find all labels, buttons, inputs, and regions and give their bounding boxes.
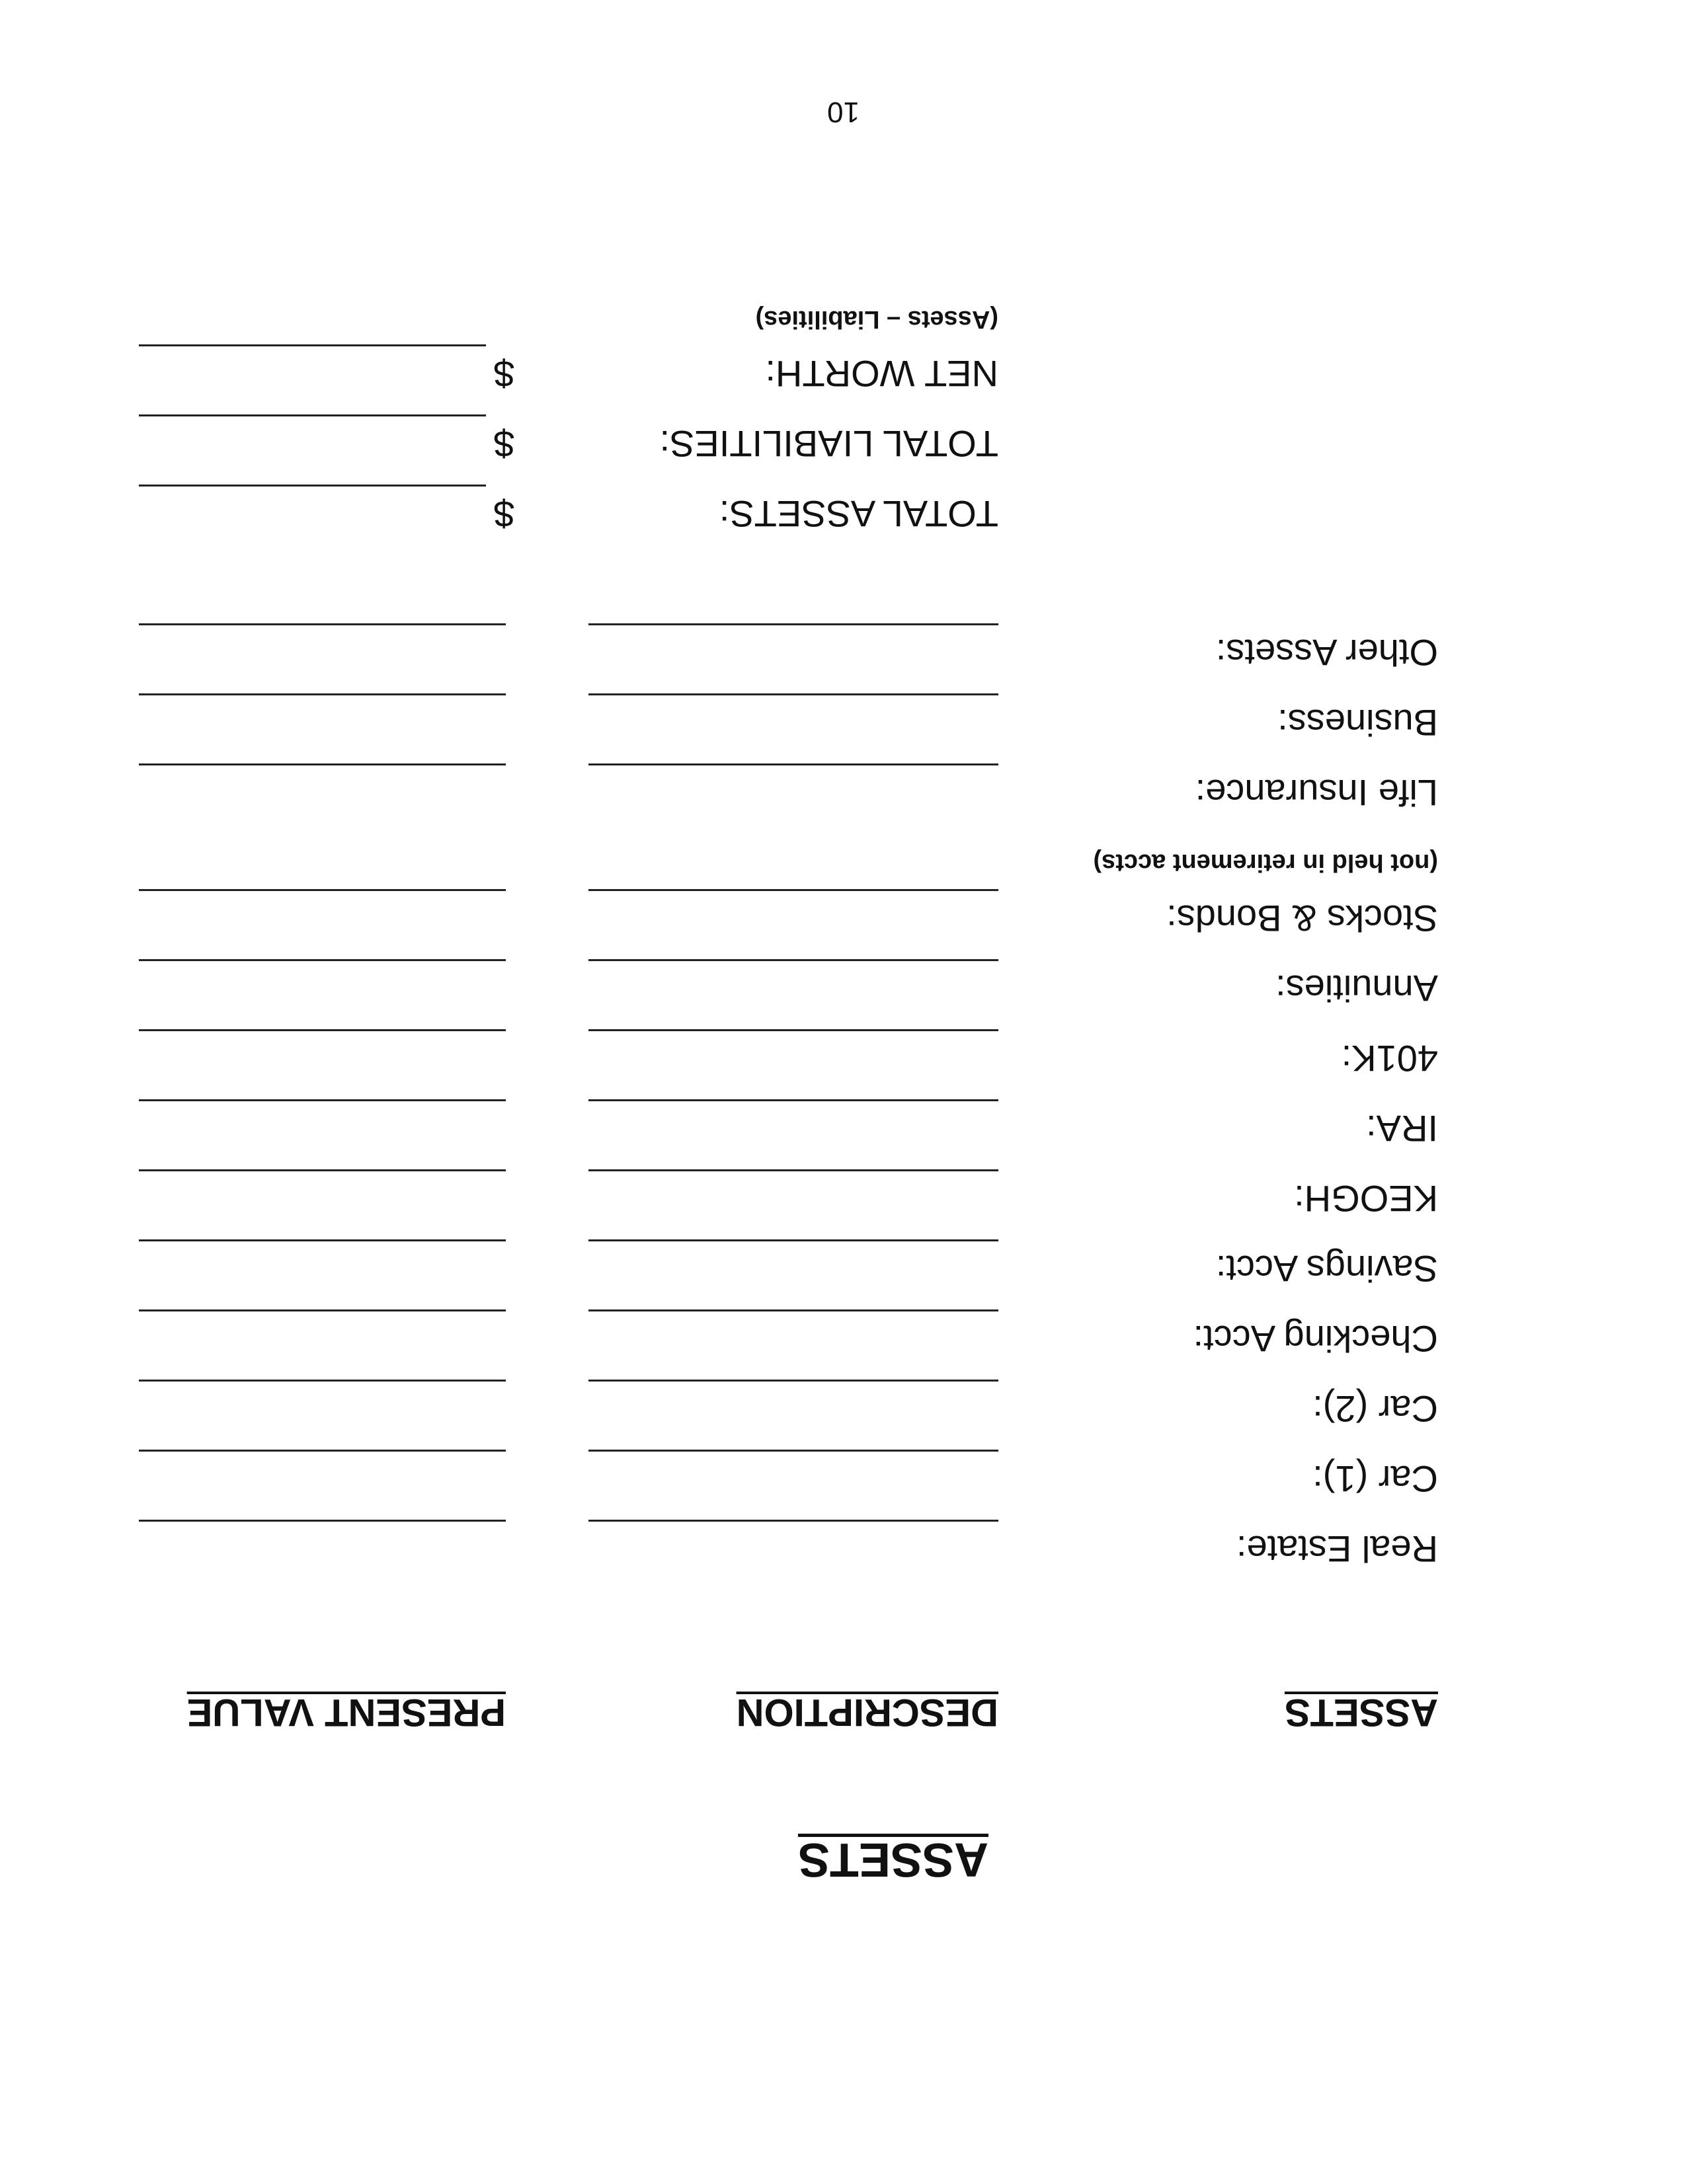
net-worth-label: NET WORTH:	[765, 353, 998, 395]
value-field-life-insurance[interactable]	[139, 763, 506, 765]
description-field-401k[interactable]	[588, 1029, 998, 1031]
row-label-car-2: Car (2):	[1312, 1388, 1438, 1430]
total-assets-currency: $	[493, 493, 514, 535]
net-worth-currency: $	[493, 353, 514, 395]
row-label-savings-acct: Savings Acct:	[1215, 1248, 1438, 1290]
total-liabilities-label: TOTAL LIABILITIES:	[659, 423, 998, 465]
column-header-present-value: PRESENT VALUE	[186, 1691, 506, 1734]
description-field-annuities[interactable]	[588, 959, 998, 961]
row-label-annuities: Annuities:	[1275, 968, 1438, 1009]
row-label-keogh: KEOGH:	[1294, 1178, 1438, 1220]
value-field-stocks-bonds[interactable]	[139, 889, 506, 891]
description-field-car-1[interactable]	[588, 1450, 998, 1452]
value-field-checking-acct[interactable]	[139, 1309, 506, 1311]
value-field-other-assets[interactable]	[139, 623, 506, 625]
value-field-real-estate[interactable]	[139, 1520, 506, 1522]
value-field-car-2[interactable]	[139, 1380, 506, 1382]
total-liabilities-field[interactable]	[139, 414, 486, 416]
page-number: 10	[827, 96, 860, 128]
row-label-other-assets: Other Assets:	[1215, 632, 1438, 674]
description-field-business[interactable]	[588, 693, 998, 695]
value-field-savings-acct[interactable]	[139, 1239, 506, 1241]
net-worth-field[interactable]	[139, 344, 486, 346]
description-field-car-2[interactable]	[588, 1380, 998, 1382]
row-label-stocks-bonds: Stocks & Bonds:	[1166, 898, 1438, 939]
description-field-stocks-bonds[interactable]	[588, 889, 998, 891]
description-field-ira[interactable]	[588, 1099, 998, 1101]
description-field-keogh[interactable]	[588, 1169, 998, 1171]
description-field-checking-acct[interactable]	[588, 1309, 998, 1311]
row-label-car-1: Car (1):	[1312, 1458, 1438, 1500]
page-title: ASSETS	[797, 1833, 988, 1886]
row-label-business: Business:	[1277, 702, 1438, 744]
description-field-life-insurance[interactable]	[588, 763, 998, 765]
row-label-real-estate: Real Estate:	[1236, 1528, 1438, 1570]
row-label-life-insurance: Life Insurance:	[1195, 772, 1438, 814]
description-field-other-assets[interactable]	[588, 623, 998, 625]
net-worth-note: (Assets – Liabilities)	[755, 305, 998, 333]
value-field-keogh[interactable]	[139, 1169, 506, 1171]
value-field-car-1[interactable]	[139, 1450, 506, 1452]
description-field-savings-acct[interactable]	[588, 1239, 998, 1241]
value-field-business[interactable]	[139, 693, 506, 695]
total-liabilities-currency: $	[493, 423, 514, 465]
description-field-real-estate[interactable]	[588, 1520, 998, 1522]
value-field-ira[interactable]	[139, 1099, 506, 1101]
total-assets-label: TOTAL ASSETS:	[719, 493, 998, 535]
row-label-ira: IRA:	[1366, 1108, 1438, 1150]
row-label-checking-acct: Checking Acct:	[1193, 1318, 1438, 1360]
row-label-401k: 401K:	[1341, 1038, 1438, 1079]
column-header-assets: ASSETS	[1284, 1691, 1438, 1734]
column-header-description: DESCRIPTION	[736, 1691, 998, 1734]
value-field-401k[interactable]	[139, 1029, 506, 1031]
total-assets-field[interactable]	[139, 485, 486, 487]
stocks-bonds-note: (not held in retirement accts)	[1093, 849, 1438, 877]
value-field-annuities[interactable]	[139, 959, 506, 961]
